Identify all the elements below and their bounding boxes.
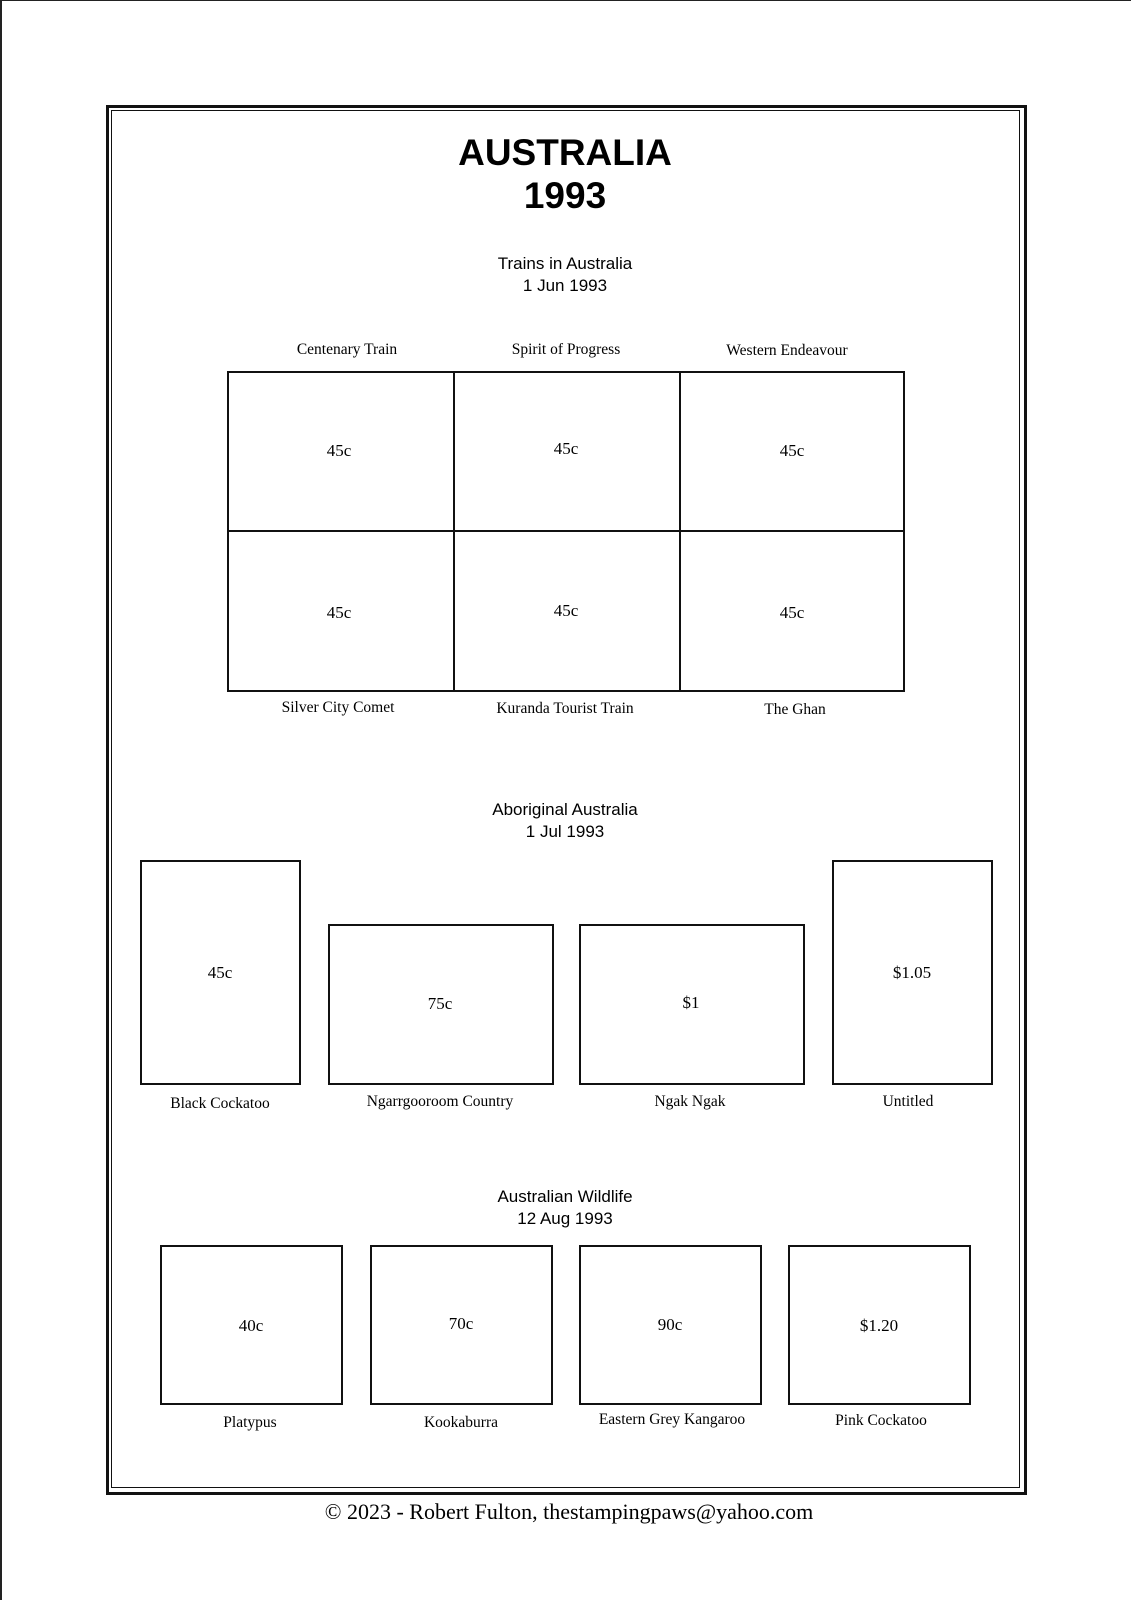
page-edge <box>0 0 2 1600</box>
section-title: Australian Wildlife <box>497 1187 633 1206</box>
stamp-label: Silver City Comet <box>281 699 395 716</box>
section-title: Aboriginal Australia <box>492 800 638 819</box>
stamp-value: $1 <box>682 993 700 1012</box>
stamp-value: $1.20 <box>859 1316 899 1335</box>
stamp-value: 90c <box>657 1315 683 1334</box>
stamp-value: 45c <box>779 441 805 460</box>
page-year: 1993 <box>523 175 607 216</box>
stamp-value: 45c <box>207 963 233 982</box>
stamp-value: 45c <box>553 439 579 458</box>
stamp-label: Black Cockatoo <box>170 1095 270 1112</box>
stamp-value: 45c <box>326 441 352 460</box>
stamp-value: 70c <box>448 1314 474 1333</box>
stamp-value: 40c <box>238 1316 264 1335</box>
stamp-label: The Ghan <box>764 701 826 718</box>
stamp-value: 45c <box>326 603 352 622</box>
stamp-label: Kookaburra <box>423 1414 499 1431</box>
section-date: 1 Jul 1993 <box>525 822 605 841</box>
stamp-label: Spirit of Progress <box>511 341 621 358</box>
page-edge <box>0 0 1131 1</box>
stamp-value: $1.05 <box>892 963 932 982</box>
footer-copyright: © 2023 - Robert Fulton, thestampingpaws@yahoo.com <box>324 1499 814 1524</box>
section-date: 1 Jun 1993 <box>522 276 608 295</box>
stamp-value: 45c <box>779 603 805 622</box>
stamp-label: Platypus <box>223 1414 277 1431</box>
stamp-value: 75c <box>427 994 453 1013</box>
stamp-label: Pink Cockatoo <box>835 1412 927 1429</box>
stamp-label: Western Endeavour <box>726 342 848 359</box>
stamp-label: Centenary Train <box>296 341 398 358</box>
stamp-label: Ngak Ngak <box>654 1093 726 1110</box>
section-title: Trains in Australia <box>497 254 633 273</box>
stamp-label: Untitled <box>882 1093 934 1110</box>
stamp-value: 45c <box>553 601 579 620</box>
stamp-label: Kuranda Tourist Train <box>496 700 634 717</box>
section-date: 12 Aug 1993 <box>517 1209 613 1228</box>
page-title: AUSTRALIA <box>458 132 672 173</box>
stamp-label: Ngarrgooroom Country <box>366 1093 514 1110</box>
stamp-label: Eastern Grey Kangaroo <box>598 1411 746 1428</box>
